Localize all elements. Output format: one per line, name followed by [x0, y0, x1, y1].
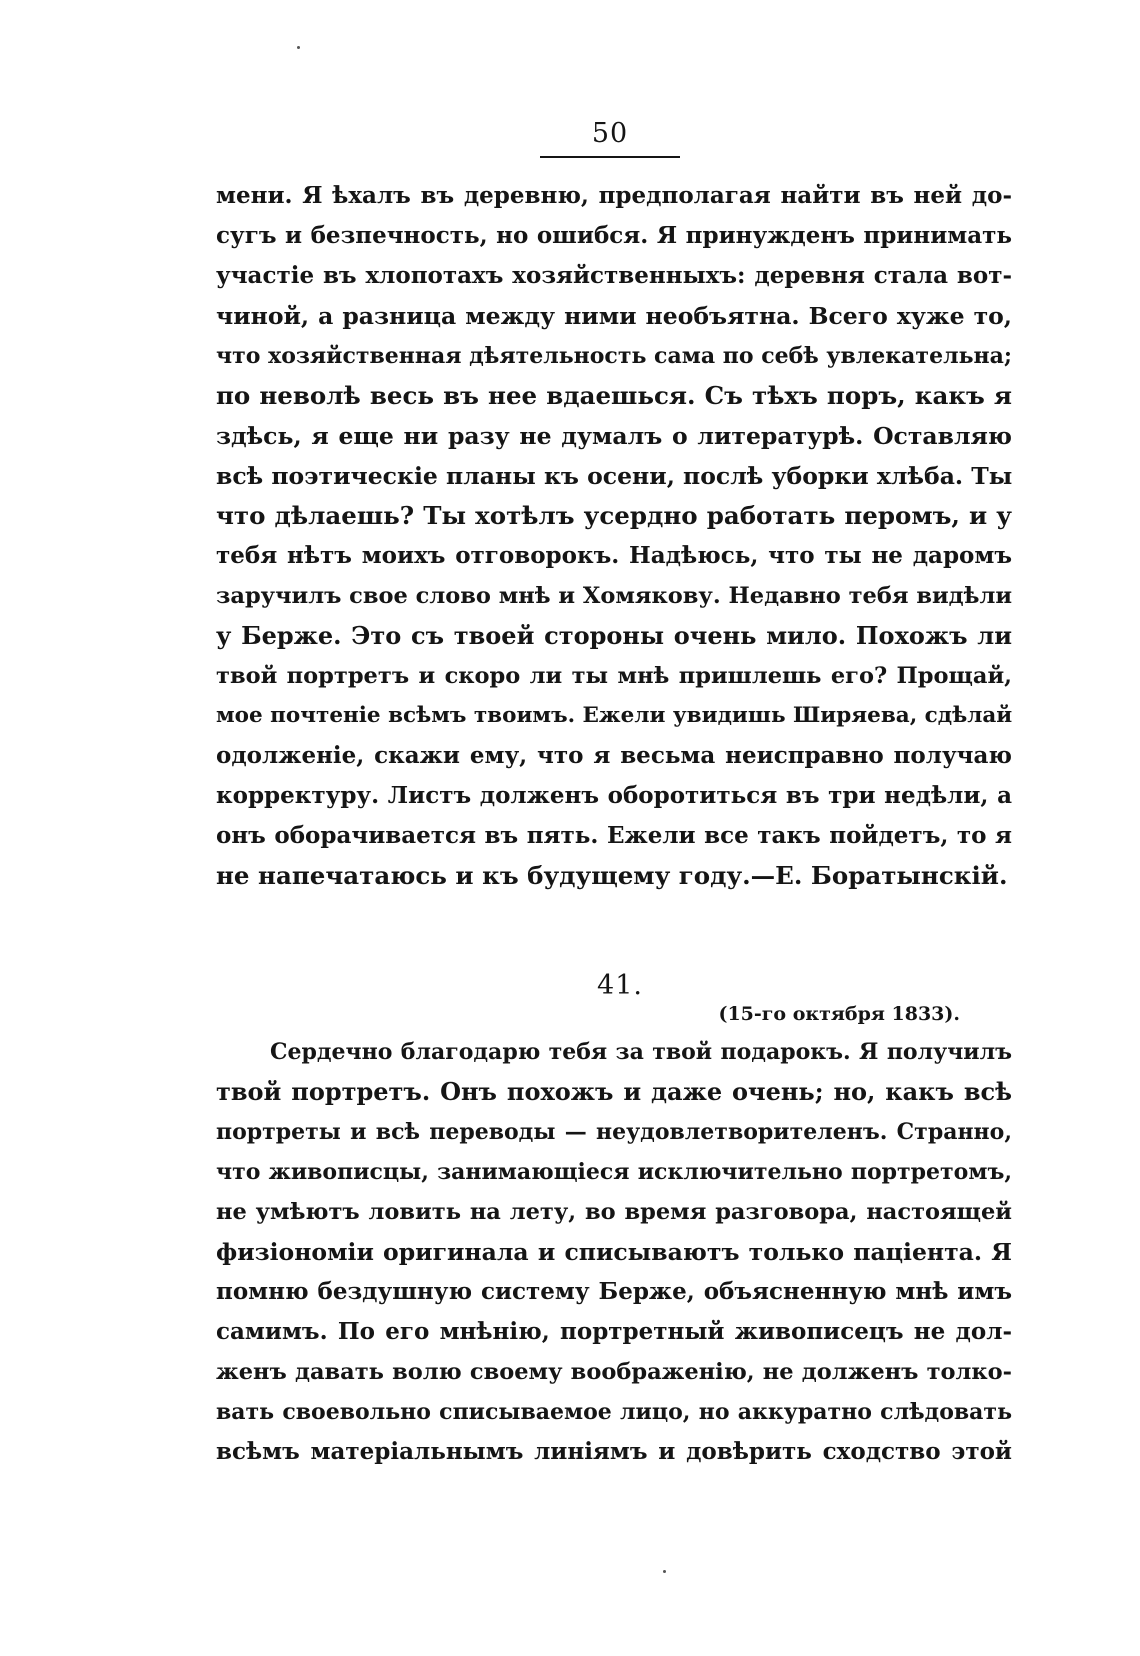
letter-date: (15-го октября 1833). — [718, 1003, 960, 1025]
text-line: твой портретъ и скоро ли ты мнѣ пришлешь его? Прощай, — [216, 663, 1012, 689]
text-line: тебя нѣтъ моихъ отговорокъ. Надѣюсь, что ты не даромъ — [216, 542, 1012, 569]
text-line: что хозяйственная дѣятельность сама по себѣ увлекательна; — [216, 343, 1012, 369]
text-line: всѣ поэтическіе планы къ осени, послѣ уборки хлѣба. Ты — [216, 462, 1013, 490]
text-line: сугъ и безпечность, но ошибся. Я принужденъ принимать — [216, 222, 1012, 249]
text-line: по неволѣ весь въ нее вдаешься. Съ тѣхъ поръ, какъ я — [216, 381, 1012, 410]
text-line: у Берже. Это съ твоей стороны очень мило. Похожъ ли — [216, 621, 1012, 650]
text-line: мени. Я ѣхалъ въ деревню, предполагая найти въ ней до- — [216, 182, 1012, 209]
paragraph-continuation — [216, 176, 1012, 896]
text-line: твой портретъ. Онъ похожъ и даже очень; но, какъ всѣ — [216, 1077, 1012, 1106]
text-line: самимъ. По его мнѣнію, портретный живописецъ не дол- — [216, 1318, 1012, 1345]
text-line: здѣсь, я еще ни разу не думалъ о литературѣ. Оставляю — [216, 422, 1012, 450]
text-line: помню бездушную систему Берже, объясненную мнѣ имъ — [216, 1278, 1012, 1305]
text-line: вать своевольно списываемое лицо, но аккуратно слѣдовать — [216, 1399, 1012, 1425]
text-line: всѣмъ матеріальнымъ линіямъ и довѣрить сходство этой — [216, 1438, 1012, 1465]
text-line: онъ оборачивается въ пять. Ежели все такъ пойдетъ, то я — [216, 822, 1012, 849]
print-speck — [663, 1570, 666, 1573]
print-speck — [297, 46, 300, 49]
text-line: одолженіе, скажи ему, что я весьма неисправно получаю — [216, 742, 1012, 769]
text-line: Сердечно благодарю тебя за твой подарокъ. Я получилъ — [270, 1039, 1012, 1065]
text-line: что живописцы, занимающіеся исключительно портретомъ, — [216, 1159, 1012, 1185]
text-line: корректуру. Листъ долженъ оборотиться въ три недѣли, а — [216, 782, 1012, 809]
text-line: женъ давать волю своему воображенію, не долженъ толко- — [216, 1359, 1012, 1385]
page-number: 50 — [591, 118, 629, 149]
text-line: чиной, а разница между ними необъятна. Всего хуже то, — [216, 302, 1012, 330]
text-line: что дѣлаешь? Ты хотѣлъ усердно работать перомъ, и у — [216, 501, 1012, 530]
text-line: портреты и всѣ переводы — неудовлетворителенъ. Странно, — [216, 1119, 1012, 1145]
text-line: не умѣютъ ловить на лету, во время разговора, настоящей — [216, 1199, 1012, 1225]
letter-41-body — [216, 1032, 1012, 1472]
text-line: участіе въ хлопотахъ хозяйственныхъ: деревня стала вот- — [216, 262, 1012, 289]
letter-number: 41. — [597, 970, 643, 1001]
text-line: физіономіи оригинала и списываютъ только паціента. Я — [216, 1238, 1012, 1266]
text-line: заручилъ свое слово мнѣ и Хомякову. Недавно тебя видѣли — [216, 583, 1013, 609]
page-number-rule — [540, 156, 680, 158]
text-line: мое почтеніе всѣмъ твоимъ. Ежели увидишь Ширяева, сдѣлай — [216, 703, 1013, 728]
text-line: не напечатаюсь и къ будущему году.—Е. Боратынскій. — [216, 861, 1008, 890]
